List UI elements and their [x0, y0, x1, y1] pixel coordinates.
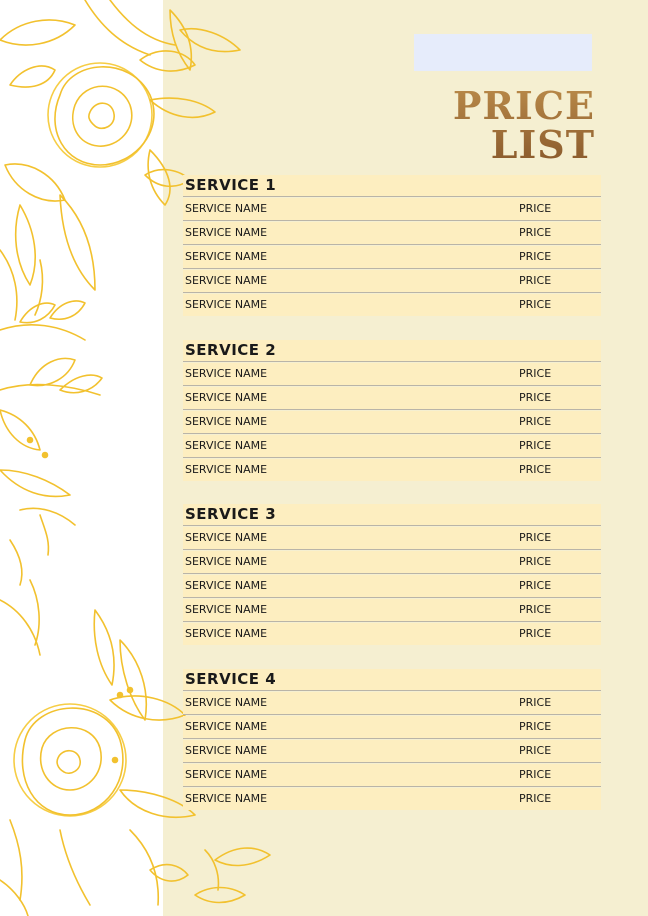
service-row — [183, 575, 601, 598]
section-heading: SERVICE 4 — [183, 669, 601, 691]
service-row — [183, 764, 601, 787]
service-price: PRICE — [519, 744, 552, 757]
service-row — [183, 716, 601, 739]
service-name: SERVICE NAME — [185, 744, 268, 757]
service-row — [183, 363, 601, 386]
service-price: PRICE — [519, 202, 552, 215]
service-row — [183, 527, 601, 550]
service-price: PRICE — [519, 531, 552, 544]
service-row — [183, 459, 601, 481]
service-row — [183, 551, 601, 574]
service-name: SERVICE NAME — [185, 274, 268, 287]
section-heading: SERVICE 2 — [183, 340, 601, 362]
service-name: SERVICE NAME — [185, 298, 268, 311]
service-price: PRICE — [519, 463, 552, 476]
service-price: PRICE — [519, 603, 552, 616]
service-row — [183, 246, 601, 269]
service-price: PRICE — [519, 415, 552, 428]
service-name: SERVICE NAME — [185, 555, 268, 568]
service-name: SERVICE NAME — [185, 463, 268, 476]
service-row — [183, 599, 601, 622]
service-section-2 — [183, 340, 601, 481]
service-section-4 — [183, 669, 601, 810]
service-row — [183, 788, 601, 810]
service-section-3 — [183, 504, 601, 645]
service-price: PRICE — [519, 274, 552, 287]
service-row — [183, 198, 601, 221]
service-price: PRICE — [519, 439, 552, 452]
logo-placeholder — [414, 34, 592, 71]
page-title — [452, 83, 595, 167]
service-price: PRICE — [519, 579, 552, 592]
service-row — [183, 692, 601, 715]
service-price: PRICE — [519, 792, 552, 805]
service-name: SERVICE NAME — [185, 439, 268, 452]
section-heading: SERVICE 3 — [183, 504, 601, 526]
service-row — [183, 435, 601, 458]
service-name: SERVICE NAME — [185, 202, 268, 215]
service-price: PRICE — [519, 298, 552, 311]
service-price: PRICE — [519, 720, 552, 733]
service-row — [183, 623, 601, 645]
service-name: SERVICE NAME — [185, 391, 268, 404]
service-row — [183, 411, 601, 434]
service-price: PRICE — [519, 226, 552, 239]
service-name: SERVICE NAME — [185, 696, 268, 709]
service-section-1 — [183, 175, 601, 316]
title-line-1: PRICE — [452, 83, 595, 128]
service-price: PRICE — [519, 627, 552, 640]
service-name: SERVICE NAME — [185, 579, 268, 592]
service-name: SERVICE NAME — [185, 792, 268, 805]
service-price: PRICE — [519, 367, 552, 380]
leaves-middle-icon — [0, 301, 102, 585]
service-name: SERVICE NAME — [185, 415, 268, 428]
service-name: SERVICE NAME — [185, 531, 268, 544]
title-line-2: LIST — [490, 122, 595, 167]
service-name: SERVICE NAME — [185, 250, 268, 263]
service-row — [183, 387, 601, 410]
section-heading: SERVICE 1 — [183, 175, 601, 197]
service-price: PRICE — [519, 696, 552, 709]
service-row — [183, 270, 601, 293]
service-name: SERVICE NAME — [185, 367, 268, 380]
rose-top-icon — [10, 51, 195, 205]
service-row — [183, 222, 601, 245]
service-name: SERVICE NAME — [185, 603, 268, 616]
service-name: SERVICE NAME — [185, 226, 268, 239]
service-price: PRICE — [519, 555, 552, 568]
service-price: PRICE — [519, 250, 552, 263]
service-row — [183, 740, 601, 763]
service-price: PRICE — [519, 391, 552, 404]
service-row — [183, 294, 601, 316]
service-price: PRICE — [519, 768, 552, 781]
service-name: SERVICE NAME — [185, 768, 268, 781]
service-name: SERVICE NAME — [185, 627, 268, 640]
service-name: SERVICE NAME — [185, 720, 268, 733]
